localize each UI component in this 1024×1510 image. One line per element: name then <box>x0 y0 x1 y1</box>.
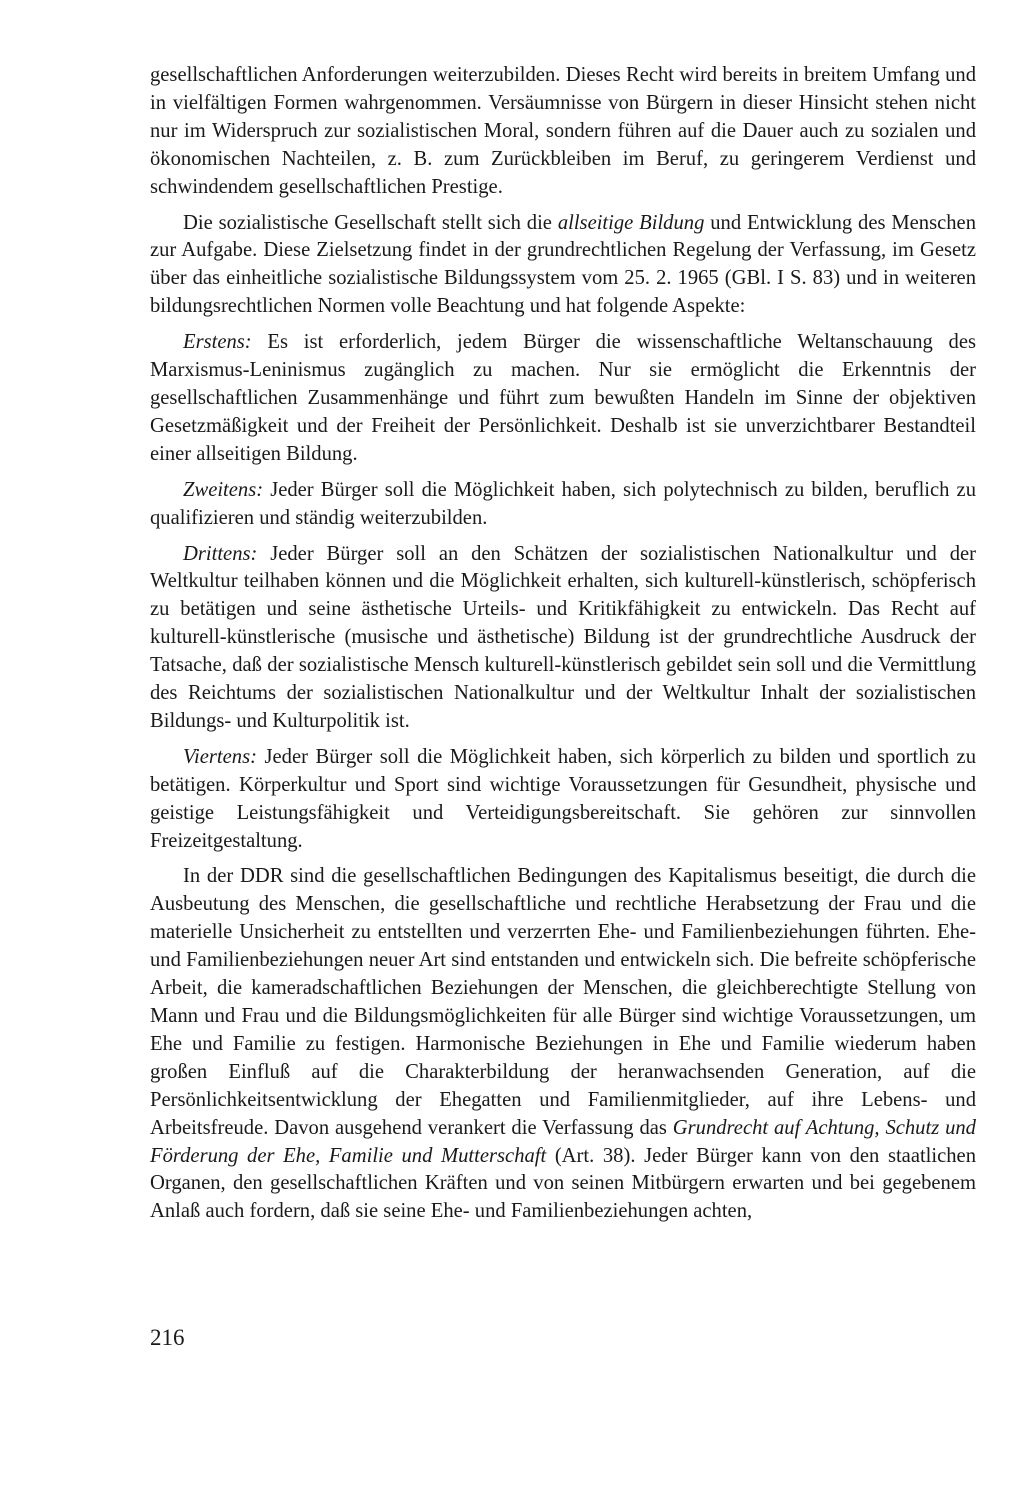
paragraph-2-text-b: und Entwicklung des Menschen zur Aufgabe. Diese Zielsetzung findet in der grundrechtlichen Regelung der Verfassung, im Gesetz über das einheitliche sozialistische Bildungssystem vom 25. 2. 1965 (GBl. I S. 83) und in weiteren bildungsrechtlichen Normen volle Beachtung und hat folgende Aspekte: <box>150 211 976 318</box>
paragraph-5 <box>150 541 976 736</box>
paragraph-5-text: Jeder Bürger soll an den Schätzen der sozialistischen Nationalkultur und der Weltkultur teilhaben können und die Möglichkeit erhalten, sich kulturell-künstlerisch, schöpferisch zu betätigen und seine ästhetische Urteils- und Kritikfähigkeit zu entwickeln. Das Recht auf kulturell-künstlerische (musische und ästhetische) Bildung ist der grundrechtliche Ausdruck der Tatsache, daß der sozialistische Mensch kulturell-künstlerisch gebildet sein soll und die Vermittlung des Reichtums der sozialistischen Nationalkultur und der Weltkultur Inhalt der sozialistischen Bildungs- und Kulturpolitik ist. <box>150 542 976 732</box>
paragraph-4-text: Jeder Bürger soll die Möglichkeit haben, sich polytechnisch zu bilden, beruflich zu qualifizieren und ständig weiterzubilden. <box>150 478 976 529</box>
paragraph-7-text-a: In der DDR sind die gesellschaftlichen Bedingungen des Kapitalismus beseitigt, die durch die Ausbeutung des Menschen, die gesellschaftliche und rechtliche Herabsetzung der Frau und die materielle Unsicherheit zu entstellten und verzerrten Ehe- und Familienbeziehungen führten. Ehe- und Familienbeziehungen neuer Art sind entstanden und entwickeln sich. Die befreite schöpferische Arbeit, die kameradschaftlichen Beziehungen der Menschen, die gleichberechtigte Stellung von Mann und Frau und die Bildungsmöglichkeiten für alle Bürger sind wichtige Voraussetzungen, um Ehe und Familie zu festigen. Harmonische Beziehungen in Ehe und Familie wiederum haben großen Einfluß auf die Charakterbildung der heranwachsenden Generation, auf die Persönlichkeitsentwicklung der Ehegatten und Familienmitglieder, auf ihre Lebens- und Arbeitsfreude. Davon ausgehend verankert die Verfassung das <box>150 865 976 1139</box>
paragraph-6-text: Jeder Bürger soll die Möglichkeit haben, sich körperlich zu bilden und sportlich zu betätigen. Körperkultur und Sport sind wichtige Voraussetzungen für Gesundheit, physische und geistige Leistungsfähigkeit und Verteidigungsbereitschaft. Sie gehören zur sinnvollen Freizeitgestaltung. <box>150 745 976 852</box>
paragraph-2-emphasis: allseitige Bildung <box>557 211 705 234</box>
page-number: 216 <box>150 1325 185 1350</box>
paragraph-3-lead: Erstens: <box>183 331 252 354</box>
paragraph-2-text-a: Die sozialistische Gesellschaft stellt sich die <box>183 211 558 234</box>
paragraph-1 <box>150 62 976 202</box>
paragraph-7-emphasis: Grundrecht auf Achtung, Schutz und Förderung der Ehe, Familie und Mutterschaft <box>150 1116 976 1167</box>
paragraph-5-lead: Drittens: <box>183 542 258 565</box>
paragraph-3 <box>150 329 976 469</box>
paragraph-3-text: Es ist erforderlich, jedem Bürger die wissenschaftliche Weltanschauung des Marxismus-Leninismus zugänglich zu machen. Nur sie ermöglicht die Erkenntnis der gesellschaftlichen Zusammenhänge und führt zum bewußten Handeln im Sinne der objektiven Gesetzmäßigkeit und der Freiheit der Persönlichkeit. Deshalb ist sie unverzichtbarer Bestandteil einer allseitigen Bildung. <box>150 331 976 465</box>
paragraph-6-lead: Viertens: <box>183 745 257 768</box>
paragraph-4 <box>150 477 976 533</box>
paragraph-7-text-b: (Art. 38). Jeder Bürger kann von den staatlichen Organen, den gesellschaftlichen Kräften und von seinen Mitbürgern erwarten und bei gegebenem Anlaß auch fordern, daß sie seine Ehe- und Familienbeziehungen achten, <box>150 1144 976 1223</box>
paragraph-7 <box>150 863 976 1226</box>
paragraph-1-text: gesellschaftlichen Anforderungen weiterzubilden. Dieses Recht wird bereits in breitem Umfang und in vielfältigen Formen wahrgenommen. Versäumnisse von Bürgern in dieser Hinsicht stehen nicht nur im Widerspruch zur sozialistischen Moral, sondern führen auf die Dauer auch zu sozialen und ökonomischen Nachteilen, z. B. zum Zurückbleiben im Beruf, zu geringerem Verdienst und schwindendem gesellschaftlichen Prestige. <box>150 64 976 198</box>
paragraph-6 <box>150 744 976 856</box>
page-body <box>150 62 976 1234</box>
paragraph-2 <box>150 210 976 322</box>
paragraph-4-lead: Zweitens: <box>183 478 264 501</box>
